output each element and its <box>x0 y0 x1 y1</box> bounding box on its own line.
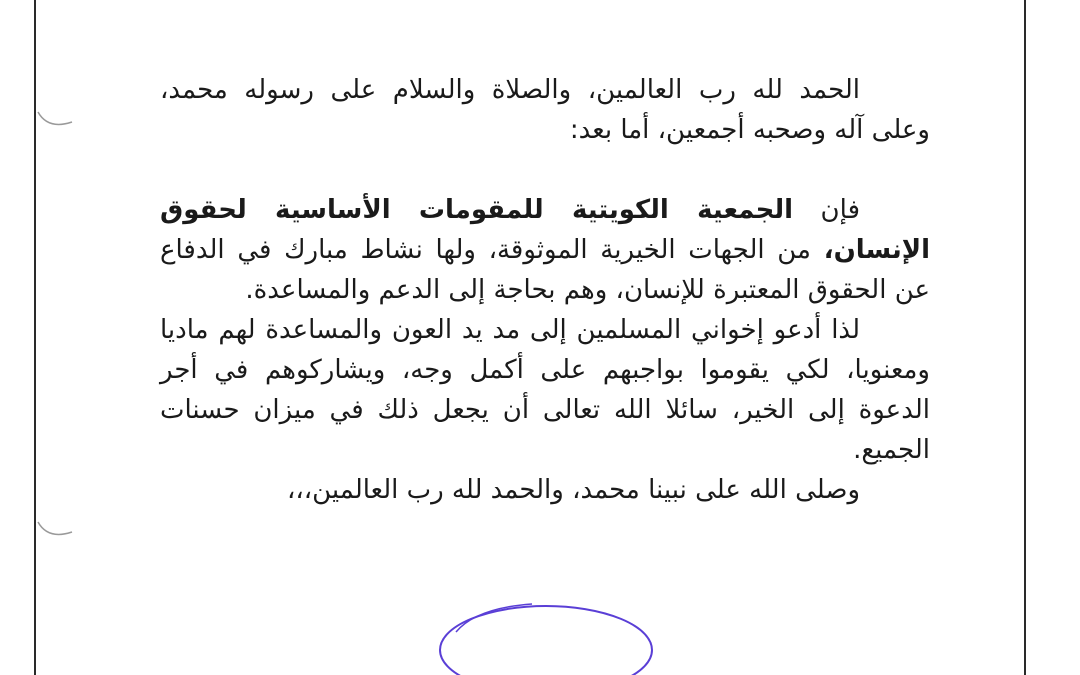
opening-paragraph: الحمد لله رب العالمين، والصلاة والسلام على رسوله محمد، وعلى آله وصحبه أجمعين، أما بعد: <box>160 75 930 145</box>
organization-name: الجمعية الكويتية للمقومات الأساسية لحقوق الإنسان، <box>160 195 931 265</box>
appeal-paragraph: لذا أدعو إخواني المسلمين إلى مد يد العون والمساعدة لهم ماديا ومعنويا، لكي يقوموا بواجبهم على أكمل وجه، ويشاركوهم في أجر الدعوة إلى الخير، سائلا الله تعالى أن يجعل ذلك في ميزان حسنات الجميع. <box>160 315 930 465</box>
intro-word: فإن <box>820 195 860 225</box>
page-border-left <box>34 0 36 675</box>
letter-body <box>160 70 930 510</box>
punch-hole-mark <box>36 518 76 542</box>
organization-description: من الجهات الخيرية الموثوقة، ولها نشاط مبارك في الدفاع عن الحقوق المعتبرة للإنسان، وهم بحاجة إلى الدعم والمساعدة. <box>160 235 930 305</box>
page-border-right <box>1024 0 1026 675</box>
official-stamp <box>436 596 660 675</box>
closing-paragraph: وصلى الله على نبينا محمد، والحمد لله رب العالمين،،، <box>286 475 860 505</box>
punch-hole-mark <box>36 108 76 132</box>
organization-paragraph <box>160 190 930 310</box>
